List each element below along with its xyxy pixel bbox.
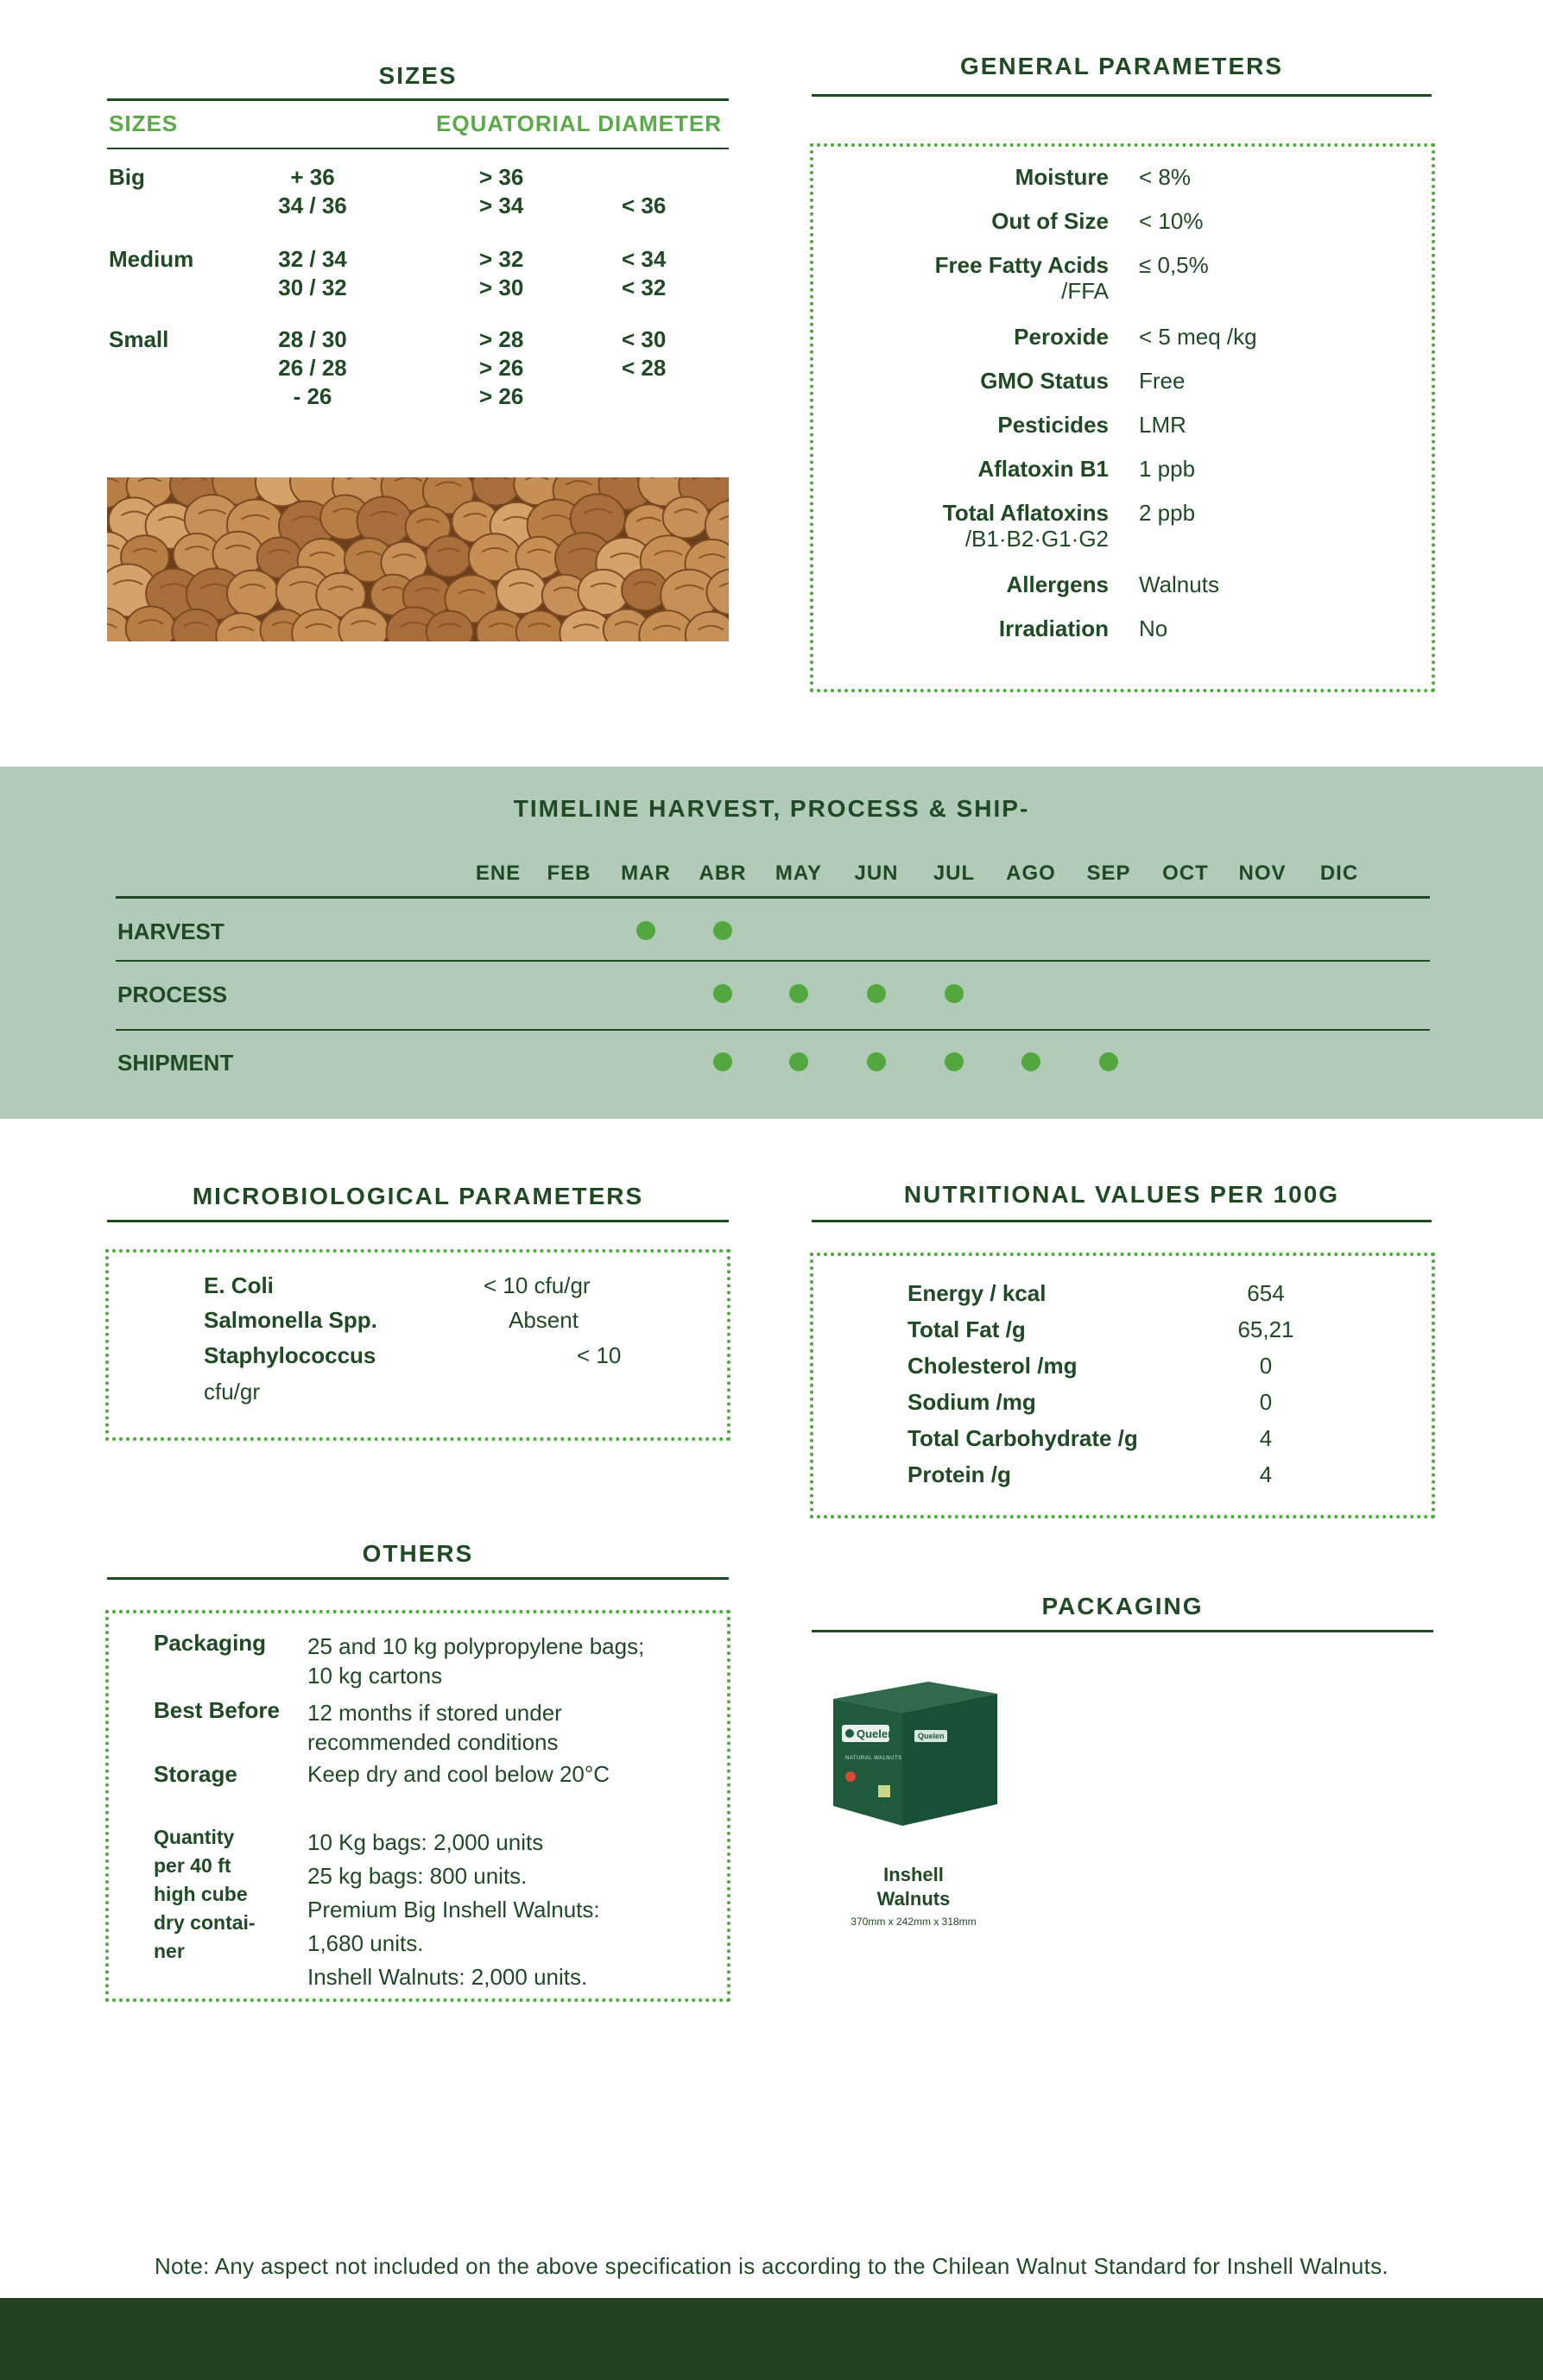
sizes-col-header: SIZES — [109, 110, 179, 136]
general-param-label-line: Pesticides — [997, 412, 1109, 438]
size-cell: > 28 — [479, 326, 524, 352]
timeline-month: ABR — [699, 862, 747, 885]
others-packaging-value — [307, 1632, 644, 1690]
nutrition-value: 0 — [1259, 1389, 1273, 1415]
size-group-name: Small — [109, 326, 169, 352]
nutrition-value: 4 — [1259, 1461, 1273, 1487]
packaging-dimensions: 370mm x 242mm x 318mm — [851, 1916, 977, 1928]
walnut-shape — [426, 536, 471, 577]
quantity-label-line: dry contai- — [154, 1911, 256, 1934]
packaging-name-line: Walnuts — [876, 1888, 951, 1910]
timeline-month: NOV — [1238, 862, 1287, 885]
footer-bar — [0, 2298, 1543, 2380]
footnote: Note: Any aspect not included on the above specification is according to the Chilean Walnut Standard for Inshell Walnuts. — [154, 2253, 1389, 2279]
general-param-label — [991, 208, 1109, 234]
timeline-month: OCT — [1162, 862, 1209, 885]
timeline-row-label: HARVEST — [117, 919, 224, 944]
size-cell: > 26 — [479, 355, 524, 381]
size-cell: 30 / 32 — [278, 275, 347, 300]
timeline-month: DIC — [1319, 862, 1359, 885]
walnut-shape — [663, 496, 709, 538]
size-cell: < 30 — [622, 326, 667, 352]
timeline-dot — [945, 984, 964, 1003]
timeline-dot — [713, 984, 732, 1003]
timeline-row-label: PROCESS — [117, 982, 228, 1007]
timeline-row-label: SHIPMENT — [117, 1050, 234, 1076]
box-brand: Quelen — [857, 1727, 895, 1740]
quantity-label-line: per 40 ft — [154, 1854, 231, 1877]
timeline-title: TIMELINE HARVEST, PROCESS & SHIP- — [513, 795, 1030, 822]
general-param-label-line: Free Fatty Acids — [934, 252, 1109, 278]
nutrition-label: Cholesterol /mg — [907, 1353, 1078, 1379]
others-storage-label: Storage — [154, 1761, 237, 1787]
micro-box — [105, 1249, 730, 1441]
size-cell: < 32 — [622, 275, 667, 300]
size-cell: - 26 — [293, 383, 332, 409]
timeline-month: ENE — [475, 862, 522, 885]
others-best-before-value — [307, 1698, 562, 1757]
general-param-value: Walnuts — [1139, 571, 1219, 597]
general-title-rule — [812, 94, 1432, 97]
timeline-dot — [1099, 1052, 1118, 1071]
timeline-month: SEP — [1086, 862, 1131, 885]
size-group-name: Medium — [109, 246, 194, 272]
micro-title: MICROBIOLOGICAL PARAMETERS — [192, 1183, 644, 1209]
general-param-label — [980, 368, 1109, 394]
walnut-shape — [227, 571, 278, 617]
size-cell: < 36 — [622, 193, 667, 218]
size-cell: > 32 — [479, 246, 524, 272]
general-title: GENERAL PARAMETERS — [959, 53, 1284, 79]
packaging-title-rule — [812, 1630, 1433, 1632]
general-param-value: < 8% — [1139, 164, 1191, 190]
best-before-line: 12 months if stored under — [307, 1700, 562, 1726]
others-best-before-label: Best Before — [154, 1697, 280, 1723]
nutrition-label: Sodium /mg — [907, 1389, 1036, 1415]
general-param-label-line: GMO Status — [980, 368, 1109, 394]
timeline-month: MAY — [775, 862, 823, 885]
packaging-title: PACKAGING — [1041, 1593, 1204, 1619]
micro-wrap-unit: cfu/gr — [204, 1379, 261, 1405]
size-cell: < 34 — [622, 246, 667, 272]
others-quantity-label — [154, 1823, 256, 1966]
packaging-name — [827, 1863, 1000, 1911]
micro-value: Absent — [509, 1307, 579, 1333]
general-param-label-line: Aflatoxin B1 — [977, 456, 1109, 482]
others-storage-value: Keep dry and cool below 20°C — [307, 1761, 610, 1787]
box-small-text: NATURAL WALNUTS — [845, 1756, 902, 1761]
walnut-shape — [126, 606, 176, 641]
timeline-month: JUN — [854, 862, 899, 885]
general-param-value: LMR — [1139, 412, 1186, 438]
diameter-col-header: EQUATORIAL DIAMETER — [436, 110, 723, 136]
nutrition-box — [810, 1253, 1435, 1518]
nutrition-value: 65,21 — [1237, 1316, 1294, 1342]
timeline-dot — [945, 1052, 964, 1071]
general-param-label — [999, 616, 1109, 641]
timeline-dot — [867, 1052, 886, 1071]
general-param-label-line: Peroxide — [1014, 324, 1109, 350]
box-brand-side: Quelen — [918, 1732, 945, 1740]
general-param-value: Free — [1139, 368, 1186, 394]
packaging-line: 10 kg cartons — [307, 1663, 443, 1689]
timeline-month: AGO — [1006, 862, 1056, 885]
micro-value: < 10 cfu/gr — [484, 1272, 591, 1298]
general-param-label — [997, 412, 1109, 438]
nutrition-value: 4 — [1259, 1425, 1273, 1451]
quantity-line: Premium Big Inshell Walnuts: — [307, 1897, 600, 1922]
general-param-value: 2 ppb — [1139, 500, 1196, 526]
quantity-label-line: high cube — [154, 1883, 248, 1905]
walnuts-photo — [107, 477, 729, 641]
nutrition-value: 0 — [1259, 1353, 1273, 1379]
timeline-month: FEB — [547, 862, 591, 885]
nutrition-label: Protein /g — [907, 1461, 1011, 1487]
sizes-header-rule — [107, 148, 729, 149]
quantity-line: 25 kg bags: 800 units. — [307, 1863, 528, 1889]
micro-label: Staphylococcus — [204, 1342, 376, 1368]
quantity-label-line: Quantity — [154, 1826, 235, 1848]
nutrition-label: Total Fat /g — [907, 1316, 1026, 1342]
general-param-label — [935, 252, 1109, 304]
best-before-line: recommended conditions — [307, 1729, 559, 1755]
size-cell: > 34 — [479, 193, 524, 218]
general-param-value: < 10% — [1139, 208, 1204, 234]
others-title-rule — [107, 1577, 729, 1580]
quantity-label-line: ner — [154, 1940, 185, 1962]
nutrition-label: Energy / kcal — [907, 1280, 1047, 1306]
general-param-label-line: Moisture — [1015, 164, 1109, 190]
size-cell: 28 / 30 — [278, 326, 347, 352]
quantity-line: 10 Kg bags: 2,000 units — [307, 1829, 544, 1855]
general-list — [812, 164, 1433, 682]
walnut-shape — [496, 569, 547, 614]
others-quantity-value — [307, 1826, 600, 1994]
micro-title-rule — [107, 1220, 729, 1222]
timeline-dot — [867, 984, 886, 1003]
timeline-dot — [1021, 1052, 1040, 1071]
timeline-dot — [789, 984, 808, 1003]
timeline-rule — [116, 960, 1430, 962]
general-param-label — [1007, 571, 1110, 597]
micro-label: E. Coli — [204, 1272, 274, 1298]
general-param-value: < 5 meq /kg — [1139, 324, 1257, 350]
general-param-value: 1 ppb — [1139, 456, 1196, 482]
nutrition-title: NUTRITIONAL VALUES PER 100G — [903, 1181, 1340, 1208]
size-cell: > 26 — [479, 383, 524, 409]
general-param-label — [1015, 164, 1109, 190]
size-cell: + 36 — [290, 164, 335, 190]
timeline-dot — [636, 921, 655, 940]
timeline-month: JUL — [933, 862, 976, 885]
nutrition-title-rule — [812, 1220, 1432, 1222]
others-packaging-label: Packaging — [154, 1630, 267, 1656]
others-title: OTHERS — [362, 1540, 474, 1567]
general-param-label — [977, 456, 1109, 482]
timeline-dot — [713, 1052, 732, 1071]
sizes-title-rule — [107, 98, 729, 101]
size-cell: > 36 — [479, 164, 524, 190]
size-cell: 26 / 28 — [278, 355, 347, 381]
timeline-month: MAR — [621, 862, 671, 885]
packaging-line: 25 and 10 kg polypropylene bags; — [307, 1633, 645, 1659]
size-cell: 32 / 34 — [278, 246, 347, 272]
micro-label: Salmonella Spp. — [204, 1307, 377, 1333]
timeline-dot — [789, 1052, 808, 1071]
general-param-label-line: Total Aflatoxins — [942, 500, 1109, 526]
timeline-dot — [713, 921, 732, 940]
packaging-name-line: Inshell — [883, 1864, 944, 1885]
general-param-label-line: /B1·B2·G1·G2 — [964, 526, 1109, 552]
general-param-label — [943, 500, 1109, 552]
general-param-label — [1014, 324, 1109, 350]
size-cell: 34 / 36 — [278, 193, 347, 218]
quantity-line: Inshell Walnuts: 2,000 units. — [307, 1964, 588, 1990]
general-param-label-line: Out of Size — [991, 208, 1109, 234]
size-group-name: Big — [109, 164, 145, 190]
general-param-value: No — [1139, 616, 1168, 641]
quantity-line: 1,680 units. — [307, 1930, 424, 1956]
micro-value: < 10 — [577, 1342, 622, 1368]
timeline-rule — [116, 896, 1430, 899]
timeline-rule — [116, 1029, 1430, 1031]
general-param-label-line: Allergens — [1006, 571, 1109, 597]
size-cell: > 30 — [479, 275, 524, 300]
sizes-title: SIZES — [378, 62, 458, 89]
general-param-label-line: /FFA — [1061, 278, 1109, 304]
walnut-shape — [579, 570, 629, 616]
size-cell: < 28 — [622, 355, 667, 381]
packaging-box-image — [825, 1675, 997, 1830]
general-param-label-line: Irradiation — [998, 616, 1109, 641]
general-param-value: ≤ 0,5% — [1139, 252, 1209, 278]
nutrition-label: Total Carbohydrate /g — [907, 1425, 1138, 1451]
nutrition-value: 654 — [1247, 1280, 1285, 1306]
